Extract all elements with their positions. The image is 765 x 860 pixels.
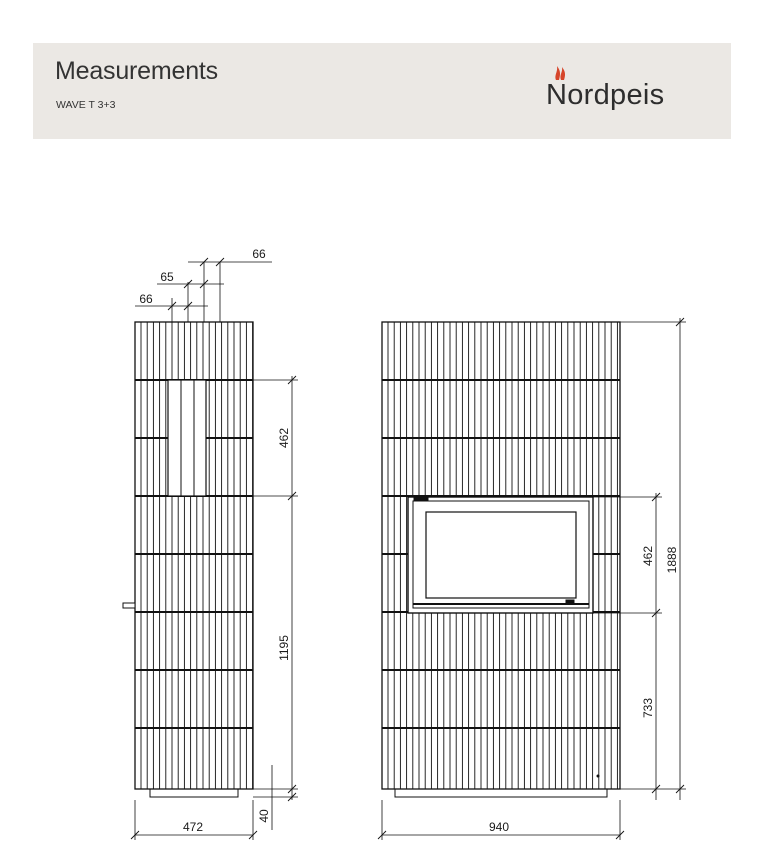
- front-feet: [395, 789, 607, 797]
- side-view: [123, 262, 298, 840]
- door-latch: [566, 600, 574, 603]
- page-title: Measurements: [55, 57, 218, 85]
- dim-front-below-733: 733: [641, 697, 655, 719]
- side-feet: [150, 789, 238, 797]
- dim-front-total-1888: 1888: [665, 546, 679, 574]
- dim-side-top-65: 65: [160, 270, 174, 284]
- dim-side-width-472: 472: [182, 820, 204, 834]
- side-top-dimensions: [135, 262, 272, 322]
- dim-side-foot-40: 40: [257, 809, 271, 823]
- dim-side-upper-462: 462: [277, 427, 291, 449]
- brand-logo: Nordpeis: [546, 79, 665, 111]
- side-air-opening: [168, 380, 206, 496]
- dim-side-lower-1195: 1195: [277, 635, 291, 661]
- fireplace-door-frame: [408, 497, 593, 613]
- front-view: [382, 318, 686, 840]
- dim-front-width-940: 940: [488, 820, 510, 834]
- dim-side-top-66a: 66: [252, 247, 266, 261]
- side-right-dimensions: [253, 376, 298, 830]
- dim-side-top-66b: 66: [139, 292, 153, 306]
- side-handle: [123, 603, 135, 608]
- dim-front-door-462: 462: [641, 545, 655, 567]
- model-subtitle: WAVE T 3+3: [56, 99, 116, 111]
